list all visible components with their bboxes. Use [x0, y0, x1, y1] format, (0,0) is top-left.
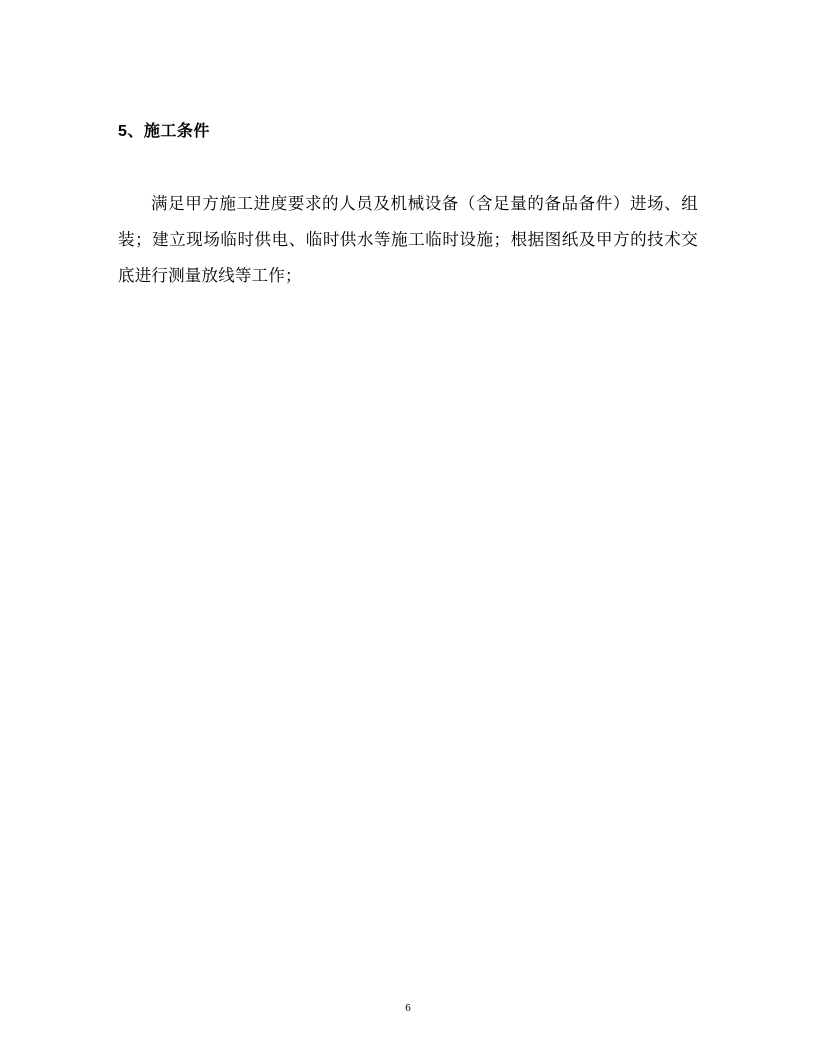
section-heading: 5、施工条件: [118, 123, 210, 140]
heading-paragraph-spacer: [118, 144, 698, 186]
page-number: 6: [405, 1002, 411, 1014]
body-paragraph: 满足甲方施工进度要求的人员及机械设备（含足量的备品备件）进场、组装；建立现场临时供电、临时供水等施工临时设施；根据图纸及甲方的技术交底进行测量放线等工作；: [118, 194, 698, 285]
page-content: [118, 120, 698, 294]
